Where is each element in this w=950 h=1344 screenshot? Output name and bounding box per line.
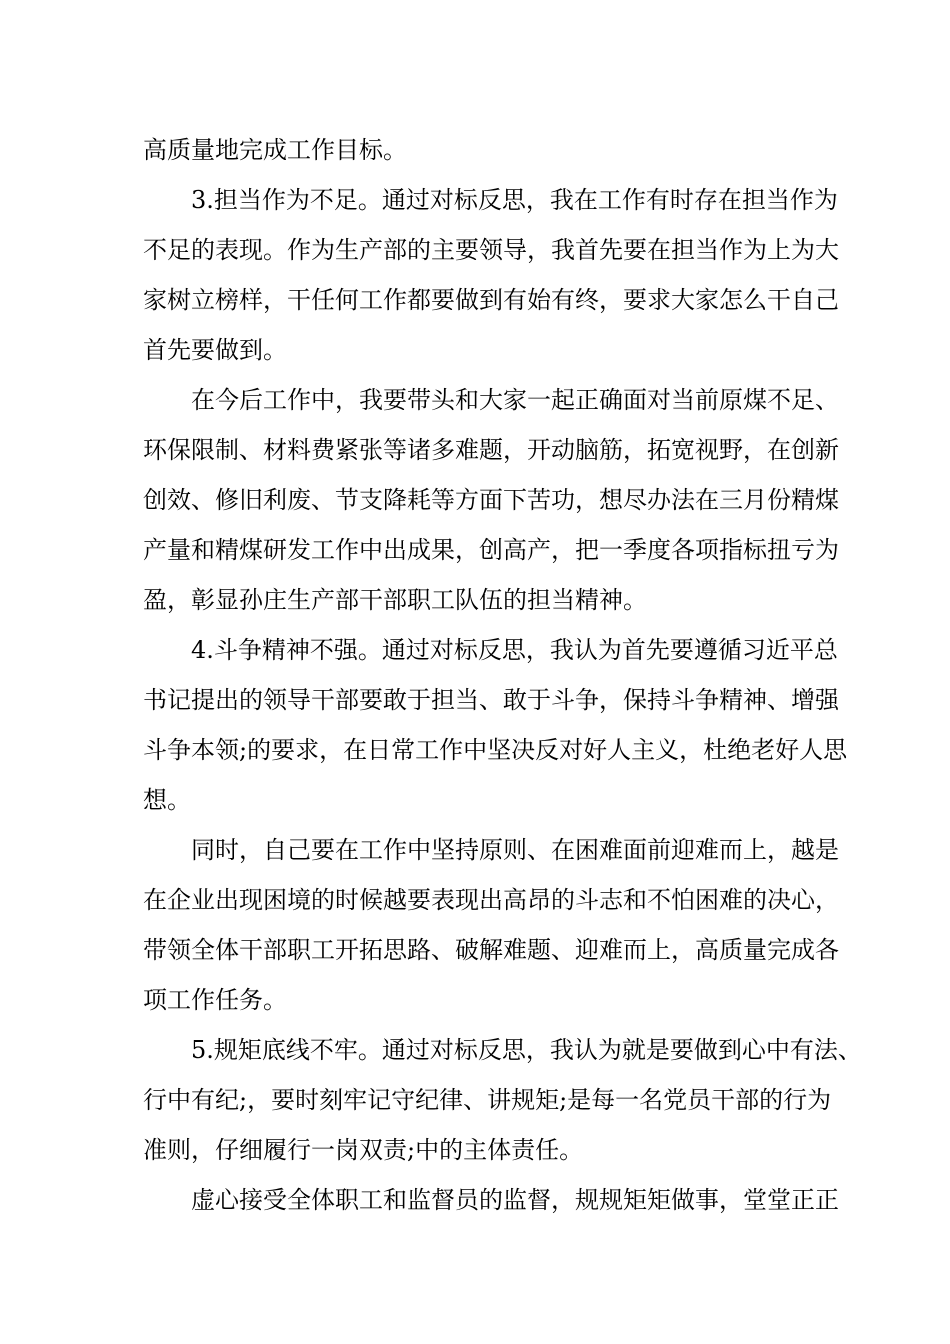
text-line: 盈，彰显孙庄生产部干部职工队伍的担当精神。 (143, 586, 647, 614)
text-line: 带领全体干部职工开拓思路、破解难题、迎难而上，高质量完成各 (143, 936, 839, 964)
paragraph-5-heading-line: 5.规矩底线不牢。通过对标反思，我认为就是要做到心中有法、 (191, 1036, 862, 1064)
text-line: 高质量地完成工作目标。 (143, 136, 407, 164)
text-line: 准则，仔细履行一岗双责;中的主体责任。 (143, 1136, 584, 1164)
text-line: 环保限制、材料费紧张等诸多难题，开动脑筋，拓宽视野，在创新 (143, 436, 839, 464)
paragraph-start-line: 在今后工作中，我要带头和大家一起正确面对当前原煤不足、 (191, 386, 839, 414)
text-line: 想。 (143, 786, 191, 814)
text-line: 书记提出的领导干部要敢于担当、敢于斗争，保持斗争精神、增强 (143, 686, 839, 714)
text-line: 在企业出现困境的时候越要表现出高昂的斗志和不怕困难的决心， (143, 886, 839, 914)
text-line: 产量和精煤研发工作中出成果，创高产，把一季度各项指标扭亏为 (143, 536, 839, 564)
paragraph-start-line: 虚心接受全体职工和监督员的监督，规规矩矩做事，堂堂正正 (191, 1186, 839, 1214)
text-line: 创效、修旧利废、节支降耗等方面下苦功，想尽办法在三月份精煤 (143, 486, 839, 514)
paragraph-4-heading-line: 4.斗争精神不强。通过对标反思，我认为首先要遵循习近平总 (191, 636, 838, 664)
text-line: 不足的表现。作为生产部的主要领导，我首先要在担当作为上为大 (143, 236, 839, 264)
paragraph-3-heading-line: 3.担当作为不足。通过对标反思，我在工作有时存在担当作为 (191, 186, 838, 214)
text-line: 首先要做到。 (143, 336, 287, 364)
text-line: 家树立榜样，干任何工作都要做到有始有终，要求大家怎么干自己 (143, 286, 839, 314)
text-line: 项工作任务。 (143, 986, 287, 1014)
text-line: 斗争本领;的要求，在日常工作中坚决反对好人主义，杜绝老好人思 (143, 736, 848, 764)
text-line: 行中有纪;，要时刻牢记守纪律、讲规矩;是每一名党员干部的行为 (143, 1086, 832, 1114)
paragraph-start-line: 同时，自己要在工作中坚持原则、在困难面前迎难而上，越是 (191, 836, 839, 864)
